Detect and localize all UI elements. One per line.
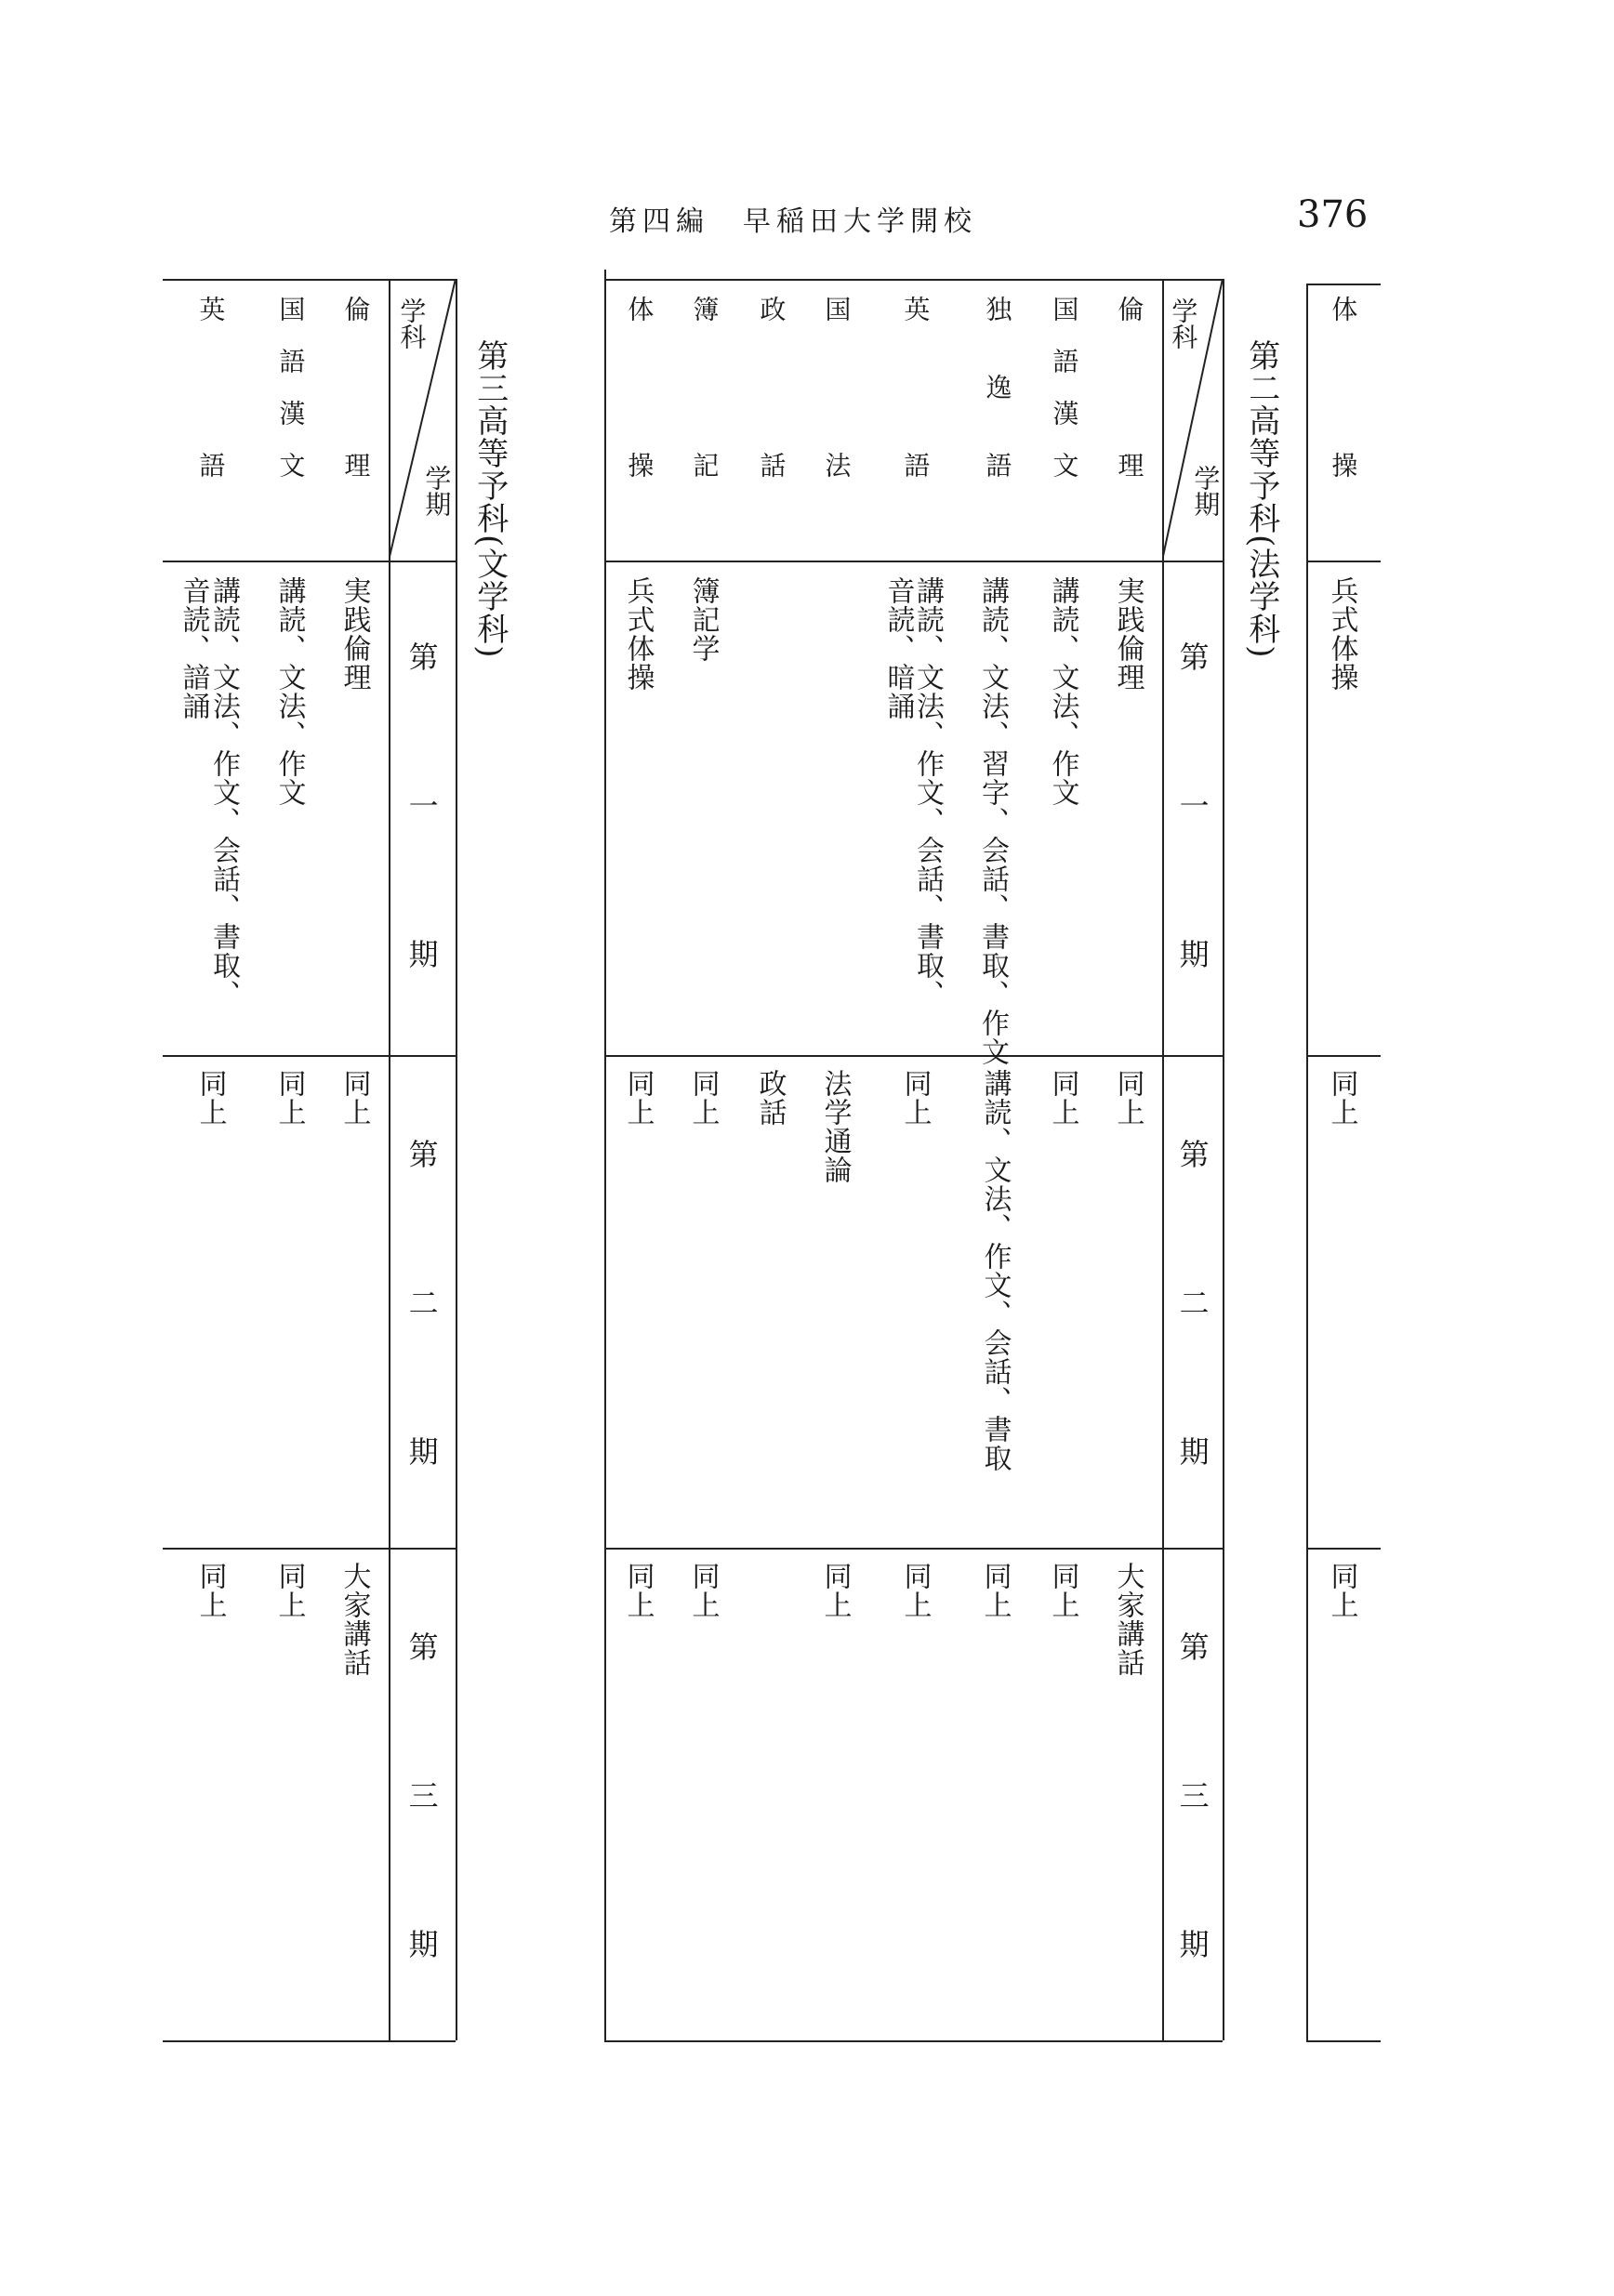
law-subject-political-talk: 政 話: [756, 296, 787, 478]
law-subject-national-law: 国 法: [821, 296, 853, 478]
rule: [1306, 1548, 1381, 1550]
law-subject-japanese-classics: 国 語 漢 文: [1049, 296, 1080, 478]
law-english-p3: 同上: [898, 1562, 932, 1619]
literature-subject-english: 英 語: [195, 296, 227, 478]
literature-period-3: 第 三 期: [404, 1631, 440, 1959]
continued-p3: 同上: [1325, 1562, 1358, 1619]
law-gymnastics-p2: 同上: [621, 1069, 655, 1127]
literature-japanese-p3: 同上: [272, 1562, 306, 1619]
law-national-law-p2: 法学通論: [818, 1069, 852, 1184]
law-japanese-p1: 講読、文法、作文: [1046, 576, 1079, 807]
literature-japanese-p2: 同上: [272, 1069, 306, 1127]
rule: [163, 1055, 456, 1057]
law-period-3: 第 三 期: [1174, 1631, 1210, 1959]
running-header-title: 第四編 早稲田大学開校: [609, 205, 977, 238]
law-german-p3: 同上: [978, 1562, 1012, 1619]
literature-section-title: 第三高等予科(文学科): [470, 339, 509, 659]
literature-english-p2: 同上: [193, 1069, 227, 1127]
law-ethics-p3: 大家講話: [1111, 1562, 1144, 1677]
law-subject-ethics: 倫 理: [1114, 296, 1145, 478]
law-bookkeeping-p1: 簿記学: [686, 576, 720, 663]
law-bookkeeping-p3: 同上: [686, 1562, 720, 1619]
law-japanese-p2: 同上: [1046, 1069, 1079, 1127]
literature-period-1: 第 一 期: [404, 641, 440, 969]
literature-subject-japanese-classics: 国 語 漢 文: [275, 296, 307, 478]
literature-corner-period: 学期: [421, 465, 453, 517]
continued-subject: 体 操: [1328, 296, 1359, 478]
rule: [1306, 284, 1308, 2040]
rule: [163, 1548, 456, 1550]
law-gymnastics-p3: 同上: [621, 1562, 655, 1619]
rule: [604, 279, 1223, 281]
literature-subject-ethics: 倫 理: [340, 296, 372, 478]
literature-period-2: 第 二 期: [404, 1139, 440, 1466]
literature-ethics-p2: 同上: [337, 1069, 371, 1127]
continued-p2: 同上: [1325, 1069, 1358, 1127]
law-subject-english: 英 語: [900, 296, 932, 478]
literature-english-p1-line1: 講読、文法、作文、会話、書取、: [207, 576, 240, 1009]
rule: [1306, 561, 1381, 562]
rule: [163, 561, 456, 562]
rule: [1306, 2040, 1381, 2042]
law-subject-bookkeeping: 簿 記: [689, 296, 721, 478]
literature-english-p1-line2: 音読、諳誦: [177, 576, 210, 720]
page-number: 376: [1297, 193, 1369, 236]
rule: [604, 561, 1223, 562]
law-english-p2: 同上: [898, 1069, 932, 1127]
law-japanese-p3: 同上: [1046, 1562, 1079, 1619]
law-corner-subject: 学科: [1168, 297, 1199, 350]
law-period-2: 第 二 期: [1174, 1139, 1210, 1466]
rule: [163, 2040, 456, 2042]
literature-ethics-p1: 実践倫理: [337, 576, 371, 692]
rule: [604, 1548, 1223, 1550]
rule: [1306, 284, 1381, 285]
rule: [604, 1055, 1223, 1057]
law-ethics-p1: 実践倫理: [1111, 576, 1144, 692]
law-gymnastics-p1: 兵式体操: [621, 576, 655, 692]
literature-ethics-p3: 大家講話: [337, 1562, 371, 1677]
law-bookkeeping-p2: 同上: [686, 1069, 720, 1127]
literature-japanese-p1: 講読、文法、作文: [272, 576, 306, 807]
law-ethics-p2: 同上: [1111, 1069, 1144, 1127]
rule: [1306, 1055, 1381, 1057]
rule: [456, 279, 457, 2040]
law-english-p1-line1: 講読、文法、作文、会話、書取、: [911, 576, 944, 1009]
law-political-p2: 政話: [753, 1069, 787, 1127]
rule: [604, 270, 606, 2040]
law-corner-period: 学期: [1190, 465, 1222, 517]
law-period-1: 第 一 期: [1174, 641, 1210, 969]
law-section-title: 第二高等予科(法学科): [1242, 339, 1280, 659]
law-subject-german: 独 逸 語: [982, 296, 1013, 478]
continued-p1: 兵式体操: [1325, 576, 1358, 692]
law-subject-gymnastics: 体 操: [624, 296, 655, 478]
literature-english-p3: 同上: [193, 1562, 227, 1619]
law-german-p2: 講読、文法、作文、会話、書取: [978, 1069, 1012, 1472]
literature-corner-subject: 学科: [396, 297, 428, 350]
law-german-p1: 講読、文法、習字、会話、書取、作文: [976, 576, 1009, 1066]
law-national-law-p3: 同上: [818, 1562, 852, 1619]
law-english-p1-line2: 音読、暗誦: [881, 576, 915, 720]
rule: [604, 2040, 1223, 2042]
rule: [1223, 279, 1224, 2040]
